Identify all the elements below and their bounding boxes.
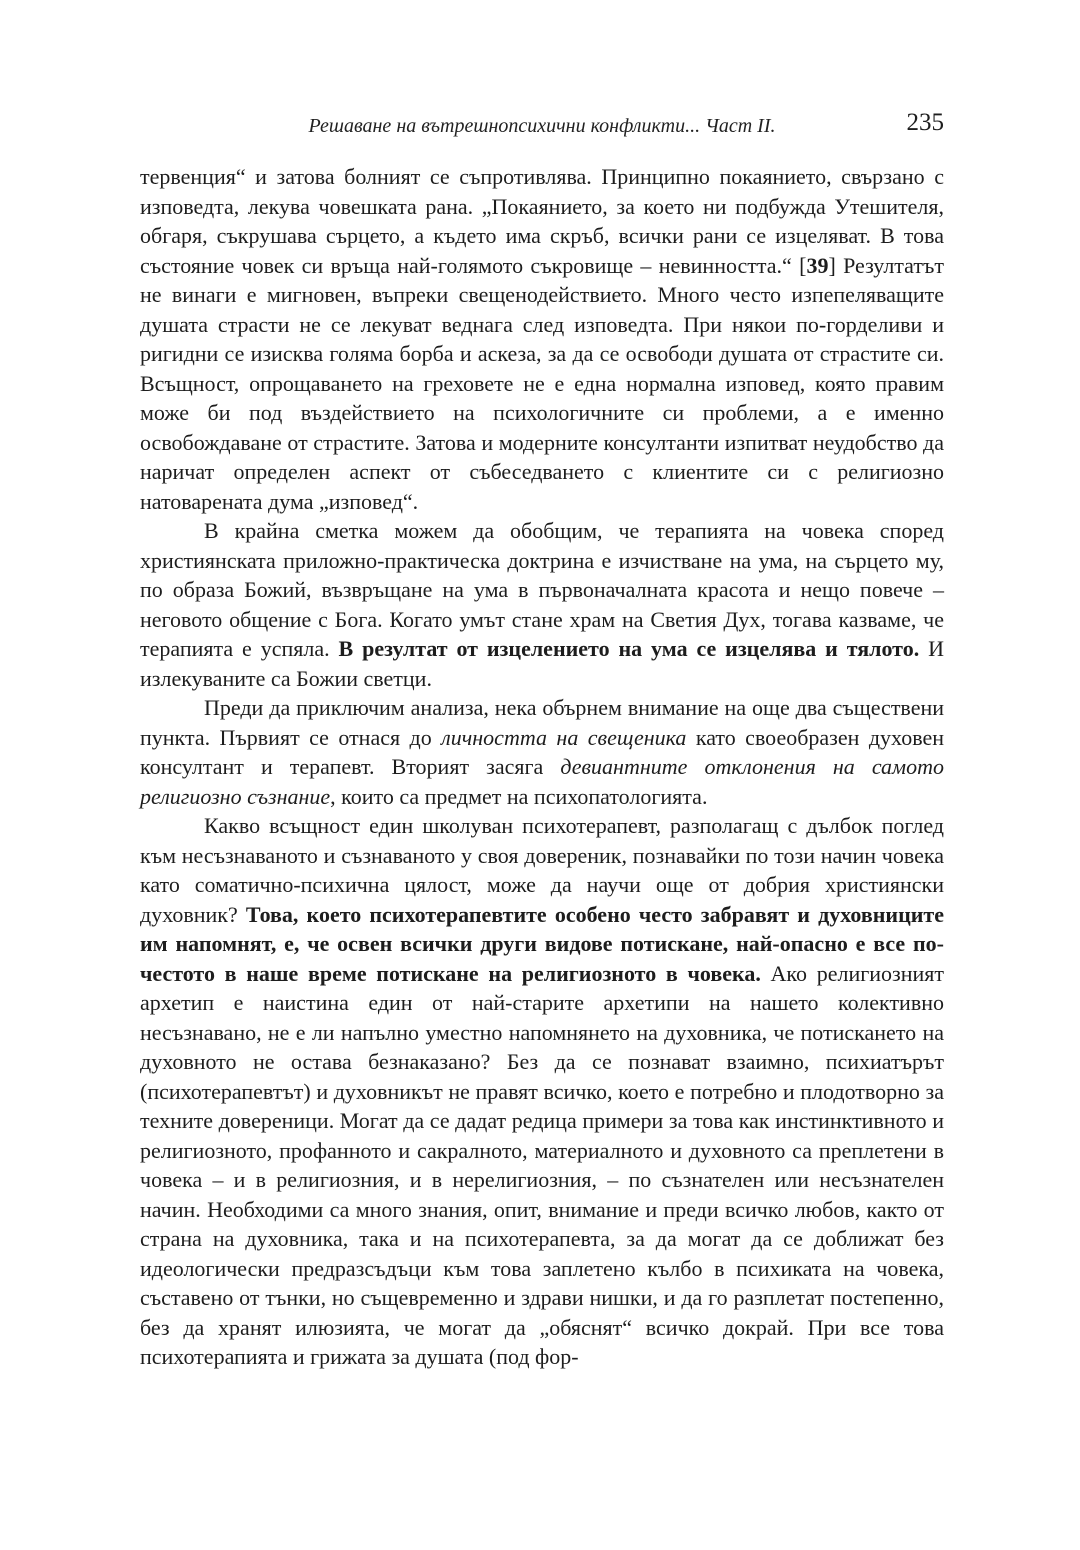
text-segment-bold: Това, което психотерапевтите особено често забравят и духовниците им напомнят, е, че освен всички други видове потискане, най-опасно е все по-честото в наше време потискане на религиозното в човека. xyxy=(140,901,944,986)
paragraph xyxy=(140,811,944,1372)
text-body xyxy=(140,162,944,1372)
paragraph xyxy=(140,516,944,693)
page-number: 235 xyxy=(906,109,944,136)
text-segment-normal: В крайна сметка можем да обобщим, че терапията на човека според християнската приложно-практическа доктрина е изчистване на ума, на сърцето му, по образа Божий, възвръщане на ума в първоначалната красота и нещо повече – неговото общение с Бога. Когато умът стане храм на Светия Дух, тогава казваме, че терапията е успяла. xyxy=(140,518,944,661)
text-segment-normal: И излекуваните са Божии светци. xyxy=(140,636,945,691)
paragraph xyxy=(140,162,944,516)
text-segment-italic: личността на свещеника xyxy=(441,724,687,750)
text-segment-normal: като своеобразен духовен консултант и терапевт. Вторият засяга xyxy=(140,724,944,779)
paragraph xyxy=(140,693,944,811)
text-segment-normal: Ако религиозният архетип е наистина един от най-старите архетипи на нашето колективно несъзнавано, не е ли напълно уместно напомнянето на духовника, че потискането на духовното не остава безнаказано? Без да се познават взаимно, психиатърът (психотерапевтът) и духовникът не правят всичко, което е потребно и плодотворно за техните довереници. Могат да се дадат редица примери за това как инстинктивното и религиозното, профанното и сакралното, материалното и духовното са преплетени в човека – и в религиозния, и в нерелигиозния, – по съзнателен или несъзнателен начин. Необходими са много знания, опит, внимание и преди всичко любов, както от страна на духовника, така и на психотерапевта, за да могат да се доближат без идеологически предразсъдъци към това заплетено кълбо в психиката на човека, съставено от тънки, но същевременно и здрави нишки, и да го разплетат постепенно, без да хранят илюзията, че могат да „обяснят“ всичко докрай. При все това психотерапията и грижата за душата (под фор- xyxy=(140,960,944,1369)
text-segment-normal: , които са предмет на психопатологията. xyxy=(330,783,708,809)
text-segment-italic: девиантните отклонения на самото религиозно съзнание xyxy=(140,754,944,809)
text-segment-bold: В резултат от изцелението на ума се изцелява и тялото. xyxy=(338,636,920,661)
text-segment-normal: тервенция“ и затова болният се съпротивлява. Принципно покаянието, свързано с изповедта, лекува човешката рана. „Покаянието, за което ни подбужда Утешителя, обгаря, съкрушава сърцето, а където има скръб, всички рани се изцеляват. В това състояние човек си връща най-голямото съкровище – невинността.“ [ xyxy=(140,164,944,278)
text-segment-bold: 39 xyxy=(806,252,829,278)
text-segment-normal: Какво всъщност един школуван психотерапевт, разполагащ с дълбок поглед към несъзнаваното и съзнаваното у своя довереник, познавайки по този начин човека като соматично-психична цялост, може да научи още от добрия християнски духовник? xyxy=(140,813,944,927)
running-title: Решаване на вътрешнопсихични конфликти... Част II. xyxy=(308,115,776,137)
text-segment-normal: Преди да приключим анализа, нека обърнем внимание на още два съществени пункта. Първият се отнася до xyxy=(140,695,944,750)
text-segment-normal: ] Резултатът не винаги е мигновен, въпреки свещенодействието. Много често изпепеляващите душата страсти не се лекуват веднага след изповедта. При някои по-горделиви и ригидни се изисква голяма борба и аскеза, за да се освободи душата от страстите си. Всъщност, опрощаването на греховете не е една нормална изповед, която правим може би под въздействието на психологичните си проблеми, а е именно освобождаване от страстите. Затова и модерните консултанти изпитват неудобство да наричат определен аспект от събеседването с клиентите си с религиозно натоварената дума „изповед“. xyxy=(140,252,944,514)
page-header xyxy=(140,109,944,148)
